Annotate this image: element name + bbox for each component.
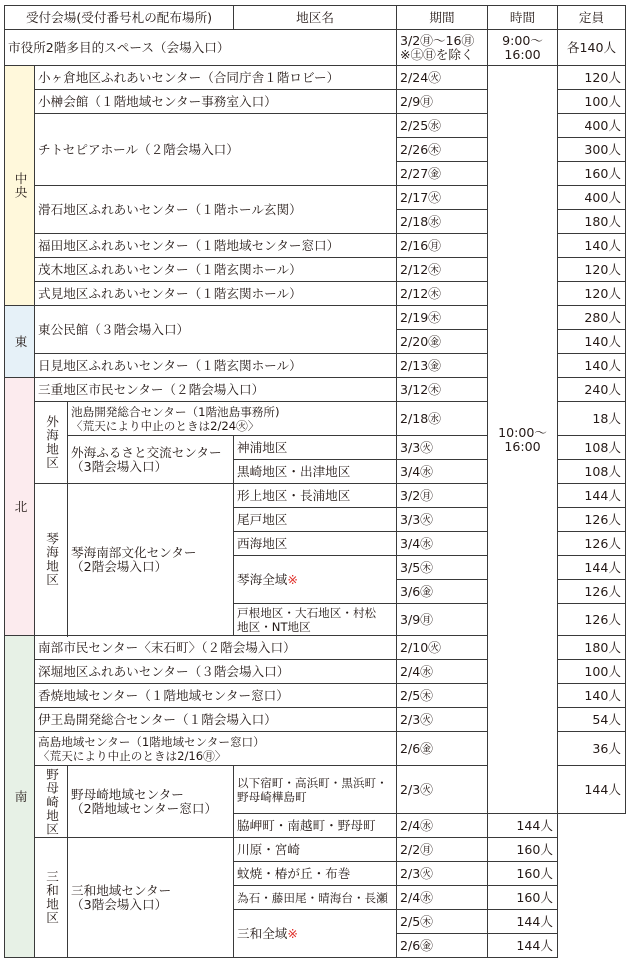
date-cell: 2/24㊋ — [397, 66, 488, 90]
capacity-cell: 144人 — [488, 814, 558, 838]
header-row — [5, 6, 626, 30]
area-cell: 脇岬町・南越町・野母町 — [234, 814, 397, 838]
venue-name: 高島地域センター（1階地域センター窓口） 〈荒天により中止のときは2/16㊊〉 — [35, 732, 397, 766]
venue-name: 琴海南部文化センター （2階会場入口） — [68, 484, 234, 636]
venue-name: 小ヶ倉地区ふれあいセンター（合同庁舎１階ロビー） — [35, 66, 397, 90]
date-cell: 2/3㊋ — [397, 862, 488, 886]
capacity-cell: 36人 — [558, 732, 626, 766]
capacity-cell: 400人 — [558, 186, 626, 210]
capacity-cell: 54人 — [558, 708, 626, 732]
capacity-cell: 144人 — [558, 484, 626, 508]
date-cell: 2/4㊌ — [397, 814, 488, 838]
subdistrict-sanwa: 三和地区 — [35, 838, 68, 958]
date-cell: 2/12㊍ — [397, 282, 488, 306]
table-row — [5, 66, 626, 90]
date-cell: 2/10㊋ — [397, 636, 488, 660]
reception-venue-table — [4, 5, 626, 958]
date-cell: 2/5㊍ — [397, 684, 488, 708]
area-cell: 戸根地区・大石地区・村松 地区・NT地区 — [234, 604, 397, 636]
capacity-cell: 108人 — [558, 436, 626, 460]
capacity-cell: 120人 — [558, 66, 626, 90]
area-cell: 川原・宮崎 — [234, 838, 397, 862]
note-mark: ※ — [287, 925, 298, 941]
capacity-cell: 126人 — [558, 604, 626, 636]
subdistrict-kinkai: 琴海地区 — [35, 484, 68, 636]
date-cell: 3/9㊊ — [397, 604, 488, 636]
date-cell: 2/13㊎ — [397, 354, 488, 378]
area-cell: 以下宿町・高浜町・黒浜町・ 野母崎樺島町 — [234, 766, 397, 814]
region-minami: 南 — [5, 636, 35, 958]
area-cell: 黒崎地区・出津地区 — [234, 460, 397, 484]
capacity-cell: 100人 — [558, 90, 626, 114]
header-venue: 受付会場(受付番号札の配布場所) — [5, 6, 234, 30]
venue-name: 三重地区市民センター（２階会場入口） — [35, 378, 397, 402]
capacity-cell: 144人 — [558, 766, 626, 814]
region-higashi: 東 — [5, 306, 35, 378]
header-district: 地区名 — [234, 6, 397, 30]
capacity-cell: 120人 — [558, 258, 626, 282]
capacity-cell: 140人 — [558, 684, 626, 708]
date-cell: 2/17㊋ — [397, 186, 488, 210]
capacity-cell: 140人 — [558, 354, 626, 378]
capacity-cell: 140人 — [558, 234, 626, 258]
date-cell: 2/3㊋ — [397, 708, 488, 732]
venue-name: 日見地区ふれあいセンター（１階玄関ホール） — [35, 354, 397, 378]
date-cell: 2/19㊍ — [397, 306, 488, 330]
venue-name: 伊王島開発総合センター（１階会場入口） — [35, 708, 397, 732]
subdistrict-nomozaki: 野母崎地区 — [35, 766, 68, 838]
capacity-cell: 160人 — [488, 886, 558, 910]
date-cell: 2/6㊎ — [397, 732, 488, 766]
capacity-cell: 18人 — [558, 402, 626, 436]
area-cell: 為石・藤田尾・晴海台・長瀬 — [234, 886, 397, 910]
region-kita: 北 — [5, 378, 35, 636]
capacity-cell: 126人 — [558, 532, 626, 556]
venue-name: 南部市民センター〈末石町〉（２階会場入口） — [35, 636, 397, 660]
area-cell: 蚊焼・椿が丘・布巻 — [234, 862, 397, 886]
capacity-cell: 126人 — [558, 580, 626, 604]
area-cell: 神浦地区 — [234, 436, 397, 460]
cityhall-venue: 市役所2階多目的スペース（会場入口） — [5, 30, 397, 66]
venue-name: 野母崎地域センター （2階地域センター窓口） — [68, 766, 234, 838]
cityhall-capacity: 各140人 — [558, 30, 626, 66]
header-capacity: 定員 — [558, 6, 626, 30]
venue-name: 福田地区ふれあいセンター（１階地域センター窓口） — [35, 234, 397, 258]
region-chuo: 中央 — [5, 66, 35, 306]
date-cell: 3/6㊎ — [397, 580, 488, 604]
time-main: 10:00～ 16:00 — [488, 66, 558, 814]
capacity-cell: 280人 — [558, 306, 626, 330]
capacity-cell: 140人 — [558, 330, 626, 354]
capacity-cell: 160人 — [488, 838, 558, 862]
date-cell: 2/12㊍ — [397, 258, 488, 282]
date-cell: 2/16㊊ — [397, 234, 488, 258]
venue-name: 三和地域センター （3階会場入口） — [68, 838, 234, 958]
date-cell: 2/25㊌ — [397, 114, 488, 138]
capacity-cell: 144人 — [488, 910, 558, 934]
date-cell: 2/20㊎ — [397, 330, 488, 354]
capacity-cell: 120人 — [558, 282, 626, 306]
date-cell: 3/3㊋ — [397, 436, 488, 460]
table-row — [5, 838, 626, 862]
capacity-cell: 400人 — [558, 114, 626, 138]
date-cell: 3/12㊍ — [397, 378, 488, 402]
area-cell: 西海地区 — [234, 532, 397, 556]
cityhall-period: 3/2㊊～16㊊ ※㊏㊐を除く — [397, 30, 488, 66]
date-cell: 2/2㊊ — [397, 838, 488, 862]
venue-name: 滑石地区ふれあいセンター（１階ホール玄関） — [35, 186, 397, 234]
venue-name: 外海ふるさと交流センター （3階会場入口） — [68, 436, 234, 484]
area-cell: 三和全域※ — [234, 910, 397, 958]
venue-name: 池島開発総合センター（1階池島事務所) 〈荒天により中止のときは2/24㊋〉 — [68, 402, 397, 436]
capacity-cell: 108人 — [558, 460, 626, 484]
venue-name: 小榊会館（１階地域センター事務室入口） — [35, 90, 397, 114]
capacity-cell: 126人 — [558, 508, 626, 532]
capacity-cell: 144人 — [558, 556, 626, 580]
date-cell: 2/3㊋ — [397, 766, 488, 814]
date-cell: 3/4㊌ — [397, 460, 488, 484]
capacity-cell: 144人 — [488, 934, 558, 958]
date-cell: 2/4㊌ — [397, 886, 488, 910]
venue-name: 東公民館（３階会場入口） — [35, 306, 397, 354]
area-cell: 琴海全域※ — [234, 556, 397, 604]
venue-name: 茂木地区ふれあいセンター（１階玄関ホール） — [35, 258, 397, 282]
date-cell: 3/2㊊ — [397, 484, 488, 508]
date-cell: 2/18㊌ — [397, 210, 488, 234]
capacity-cell: 240人 — [558, 378, 626, 402]
date-cell: 2/4㊌ — [397, 660, 488, 684]
area-cell: 形上地区・長浦地区 — [234, 484, 397, 508]
date-cell: 3/3㊋ — [397, 508, 488, 532]
date-cell: 2/5㊍ — [397, 910, 488, 934]
subdistrict-sotome: 外海地区 — [35, 402, 68, 484]
venue-name: 香焼地域センター（１階地域センター窓口） — [35, 684, 397, 708]
header-period: 期間 — [397, 6, 488, 30]
date-cell: 3/5㊍ — [397, 556, 488, 580]
venue-name: チトセピアホール（２階会場入口） — [35, 114, 397, 186]
note-mark: ※ — [287, 571, 298, 587]
venue-name: 式見地区ふれあいセンター（１階玄関ホール） — [35, 282, 397, 306]
date-cell: 2/18㊌ — [397, 402, 488, 436]
capacity-cell: 160人 — [558, 162, 626, 186]
capacity-cell: 180人 — [558, 210, 626, 234]
venue-name: 深堀地区ふれあいセンター（３階会場入口） — [35, 660, 397, 684]
date-cell: 2/26㊍ — [397, 138, 488, 162]
area-cell: 尾戸地区 — [234, 508, 397, 532]
cityhall-time: 9:00～ 16:00 — [488, 30, 558, 66]
header-time: 時間 — [488, 6, 558, 30]
capacity-cell: 160人 — [488, 862, 558, 886]
capacity-cell: 300人 — [558, 138, 626, 162]
capacity-cell: 100人 — [558, 660, 626, 684]
cityhall-row — [5, 30, 626, 66]
date-cell: 2/6㊎ — [397, 934, 488, 958]
date-cell: 2/9㊊ — [397, 90, 488, 114]
date-cell: 3/4㊌ — [397, 532, 488, 556]
date-cell: 2/27㊎ — [397, 162, 488, 186]
capacity-cell: 180人 — [558, 636, 626, 660]
